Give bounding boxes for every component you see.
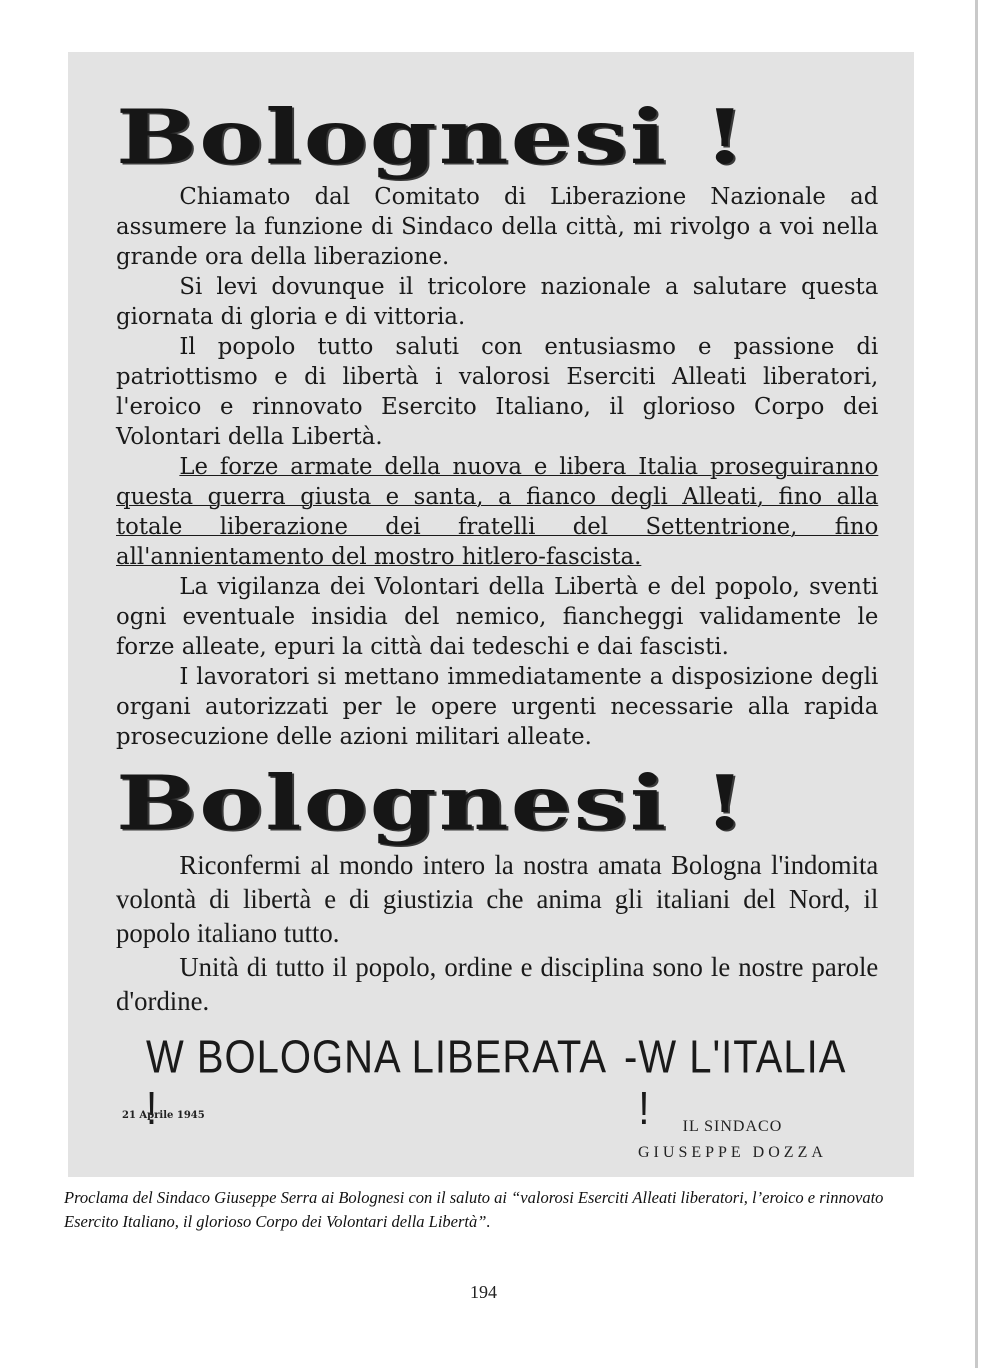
slogan-right: W L'ITALIA ! (638, 1032, 845, 1135)
poster-headline-2: Bolognesi ! (116, 758, 748, 848)
paragraph-2: Si levi dovunque il tricolore nazionale a salutare questa giornata di gloria e di vittoria. (116, 274, 879, 330)
poster-date: 21 Aprile 1945 (122, 1110, 205, 1121)
poster-body-2 (116, 848, 886, 1018)
paragraph-1: Chiamato dal Comitato di Liberazione Nazionale ad assumere la funzione di Sindaco della città, mi rivolgo a voi nella grande ora della liberazione. (116, 184, 879, 270)
page-number: 194 (470, 1282, 497, 1302)
slogan-separator: - (624, 1032, 639, 1083)
paragraph-5: La vigilanza dei Volontari della Libertà e del popolo, sventi ogni eventuale insidia del nemico, fiancheggi validamente le forze alleate, epuri la città dai tedeschi e dai fascisti. (116, 574, 879, 660)
poster-body-1 (116, 182, 886, 752)
paragraph-8: Unità di tutto il popolo, ordine e disciplina sono le nostre parole d'ordine. (116, 952, 879, 1016)
paragraph-6: I lavoratori si mettano immediatamente a disposizione degli organi autorizzati per le opere urgenti necessarie alla rapida prosecuzione delle azioni militari alleate. (116, 664, 879, 750)
signature-title: IL SINDACO (682, 1118, 783, 1135)
signature-block (638, 1114, 827, 1166)
paragraph-4: Le forze armate della nuova e libera Italia proseguiranno questa guerra giusta e santa, a fianco degli Alleati, fino alla totale liberazione dei fratelli del Settentrione, fino all'annientamento del mostro hitlero-fascista. (116, 454, 879, 570)
paragraph-3: Il popolo tutto saluti con entusiasmo e passione di patriottismo e di libertà i valorosi Eserciti Alleati liberatori, l'eroico e rinnovato Esercito Italiano, il glorioso Corpo dei Volontari della Libertà. (116, 334, 879, 450)
paragraph-7: Riconfermi al mondo intero la nostra amata Bologna l'indomita volontà di libertà e di giustizia che anima gli italiani del Nord, il popolo italiano tutto. (116, 850, 879, 948)
poster-image (68, 52, 914, 1177)
poster-headline: Bolognesi ! (116, 92, 748, 182)
signature-name: GIUSEPPE DOZZA (638, 1144, 827, 1161)
slogan-left: W BOLOGNA LIBERATA ! (146, 1032, 605, 1135)
page-edge (975, 0, 978, 1368)
figure-caption: Proclama del Sindaco Giuseppe Serra ai Bolognesi con il saluto ai “valorosi Eserciti Alleati liberatori, l’eroico e rinnovato Esercito Italiano, il glorioso Corpo dei Volontari della Libertà”. (64, 1188, 884, 1231)
